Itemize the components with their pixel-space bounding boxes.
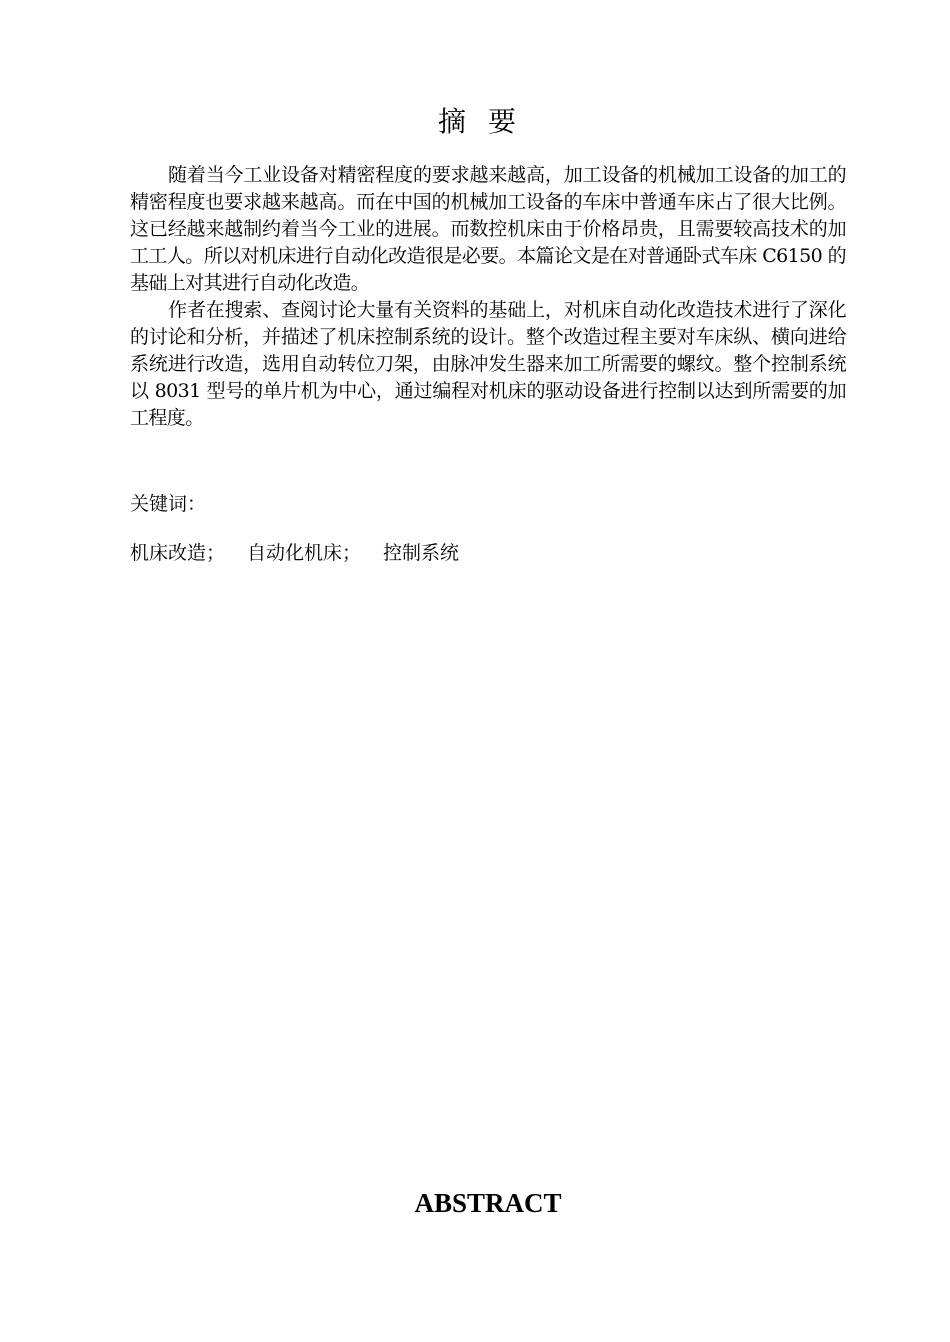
abstract-title-zh: 摘要 <box>437 105 538 138</box>
keyword-item: 自动化机床； <box>247 542 362 564</box>
keyword-item: 控制系统 <box>383 542 460 564</box>
keyword-item: 机床改造； <box>130 542 226 564</box>
keywords-list <box>130 540 459 567</box>
abstract-paragraph-2: 作者在搜索、查阅讨论大量有关资料的基础上，对机床自动化改造技术进行了深化的讨论和分析，并描述了机床控制系统的设计。整个改造过程主要对车床纵、横向进给系统进行改造，选用自动转位刀架，由脉冲发生器来加工所需要的螺纹。整个控制系统以 8031 型号的单片机为中心，通过编程对机床的驱动设备进行控制以达到所需要的加工程度。 <box>130 299 846 429</box>
keywords-label: 关键词： <box>130 493 207 515</box>
abstract-title-en: ABSTRACT <box>414 1188 562 1218</box>
abstract-body-zh <box>130 162 846 432</box>
abstract-paragraph-1: 随着当今工业设备对精密程度的要求越来越高，加工设备的机械加工设备的加工的精密程度也要求越来越高。而在中国的机械加工设备的车床中普通车床占了很大比例。这已经越来越制约着当今工业的进展。而数控机床由于价格昂贵，且需要较高技术的加工工人。所以对机床进行自动化改造很是必要。本篇论文是在对普通卧式车床 C6150 的基础上对其进行自动化改造。 <box>130 164 846 294</box>
